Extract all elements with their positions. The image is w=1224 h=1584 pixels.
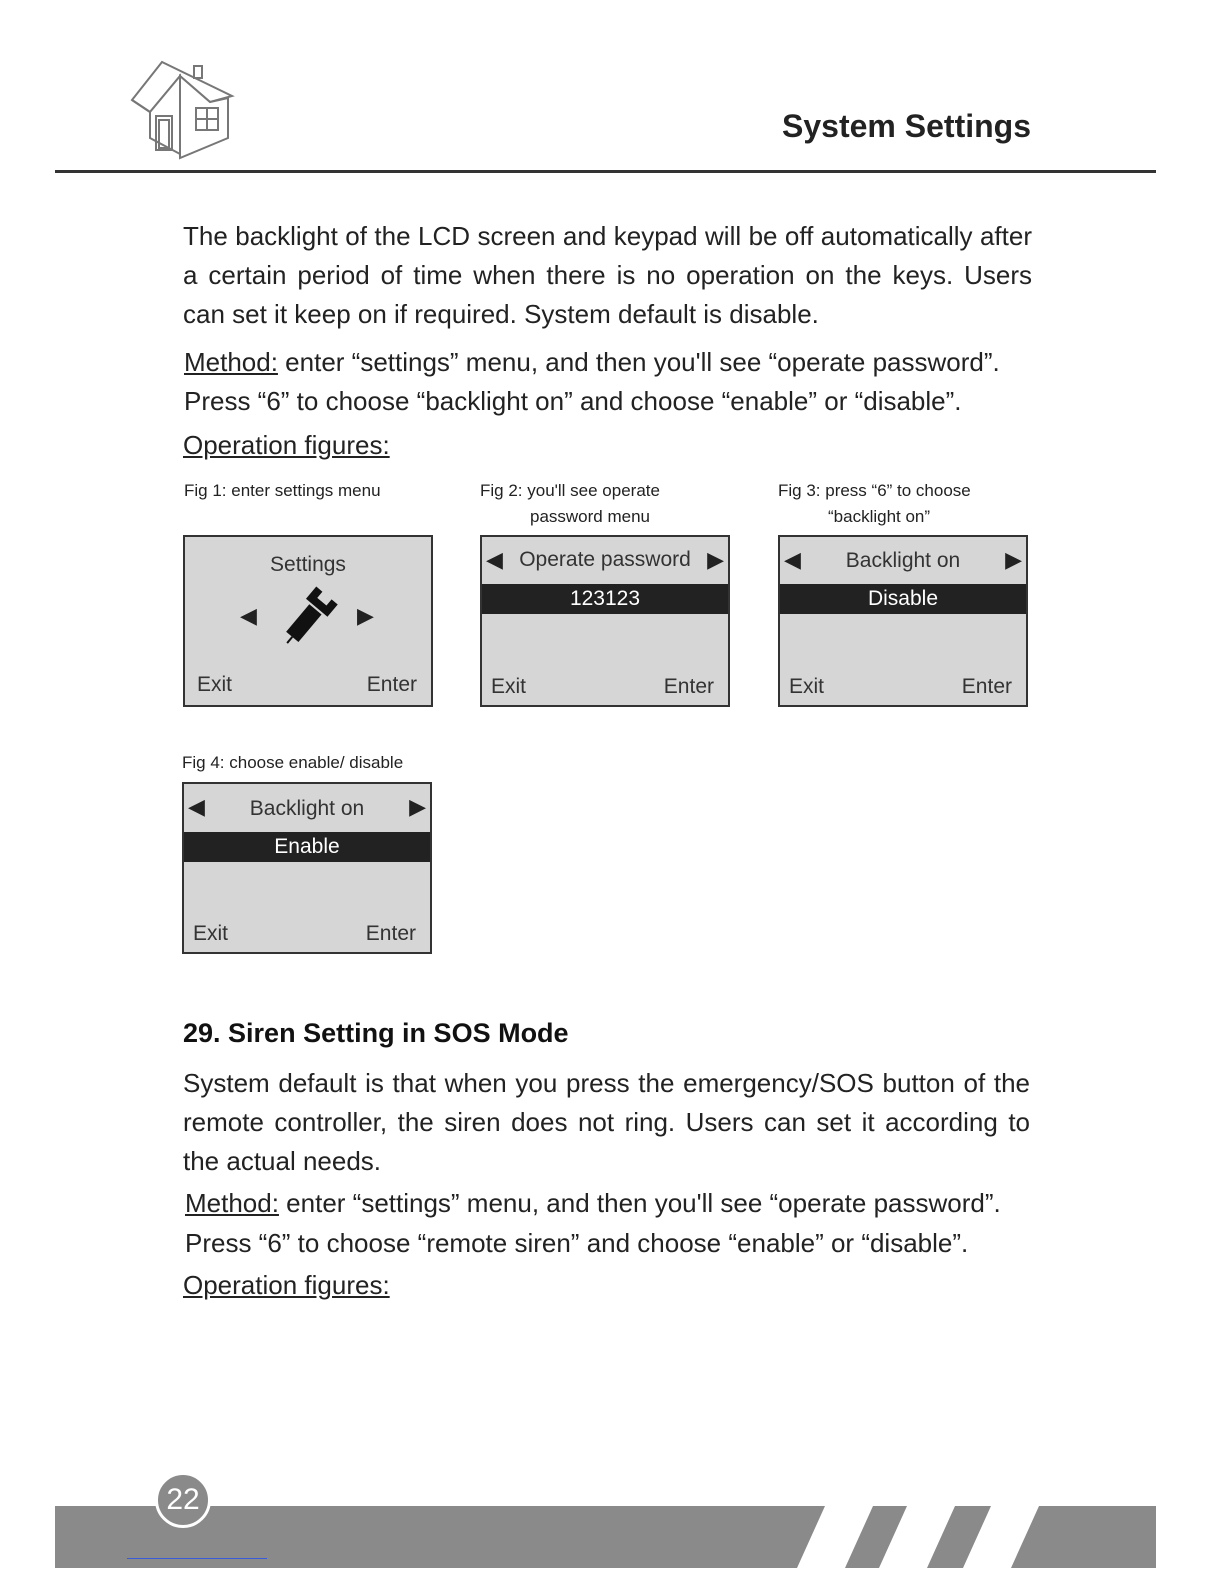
enter-label: Enter <box>663 675 714 698</box>
backlight-method-line2: Press “6” to choose “backlight on” and choose “enable” or “disable”. <box>184 386 962 416</box>
fig4-caption: Fig 4: choose enable/ disable <box>182 753 404 772</box>
header-divider <box>55 170 1156 173</box>
left-arrow-icon: ◀ <box>188 794 205 819</box>
page-title: System Settings <box>782 108 1031 144</box>
method-label: Method: <box>185 1188 279 1218</box>
enter-label: Enter <box>365 922 416 945</box>
wrench-icon <box>277 583 341 651</box>
siren-section-heading: 29. Siren Setting in SOS Mode <box>183 1018 569 1048</box>
lcd-highlight-value: Disable <box>780 584 1026 614</box>
enter-label: Enter <box>961 675 1012 698</box>
fig2-lcd-screen <box>480 535 730 707</box>
lcd-highlight-value: 123123 <box>482 584 728 614</box>
fig2-caption: Fig 2: you'll see operate <box>480 481 660 500</box>
fig3-caption-line2: “backlight on” <box>828 507 931 526</box>
backlight-intro: The backlight of the LCD screen and keypad will be off automatically after a certain period of time when there is no operation on the keys. Users can set it keep on if required. System default is disable. <box>183 221 1032 329</box>
house-logo <box>128 58 238 162</box>
backlight-method <box>184 343 1034 382</box>
lcd-highlight-value: Enable <box>184 832 430 862</box>
enter-label: Enter <box>366 673 417 696</box>
siren-intro: System default is that when you press the emergency/SOS button of the remote controller, the siren does not ring. Users can set it according to the actual needs. <box>183 1068 1030 1176</box>
lcd-title: Settings <box>270 553 346 576</box>
method-text-1: enter “settings” menu, and then you'll see “operate password”. <box>277 347 1000 377</box>
lcd-title: Operate password <box>519 548 691 571</box>
fig3-lcd-screen <box>778 535 1028 707</box>
fig4-lcd-screen <box>182 782 432 954</box>
left-arrow-icon: ◀ <box>486 547 503 572</box>
method-text-1: enter “settings” menu, and then you'll see “operate password”. <box>278 1188 1001 1218</box>
right-arrow-icon: ▶ <box>707 547 724 572</box>
exit-label: Exit <box>491 675 527 698</box>
lcd-title: Backlight on <box>845 549 961 572</box>
lcd-title: Backlight on <box>249 797 365 820</box>
operation-figures-label: Operation figures: <box>183 430 390 460</box>
siren-method <box>185 1184 1035 1223</box>
right-arrow-icon: ▶ <box>409 794 426 819</box>
exit-label: Exit <box>789 675 825 698</box>
fig3-caption: Fig 3: press “6” to choose <box>778 481 971 500</box>
right-arrow-icon: ▶ <box>1005 547 1022 572</box>
footer-link-underline <box>127 1558 267 1559</box>
house-icon <box>128 58 238 162</box>
exit-label: Exit <box>193 922 229 945</box>
fig1-lcd-screen <box>183 535 433 707</box>
fig1-caption: Fig 1: enter settings menu <box>184 481 381 500</box>
fig2-caption-line2: password menu <box>530 507 651 526</box>
operation-figures-label: Operation figures: <box>183 1270 390 1300</box>
siren-method-line2: Press “6” to choose “remote siren” and choose “enable” or “disable”. <box>185 1228 969 1258</box>
left-arrow-icon: ◀ <box>784 547 801 572</box>
exit-label: Exit <box>197 673 233 696</box>
method-label: Method: <box>184 347 278 377</box>
page-number: 22 <box>155 1472 211 1528</box>
right-arrow-icon: ▶ <box>357 603 374 628</box>
left-arrow-icon: ◀ <box>240 603 257 628</box>
